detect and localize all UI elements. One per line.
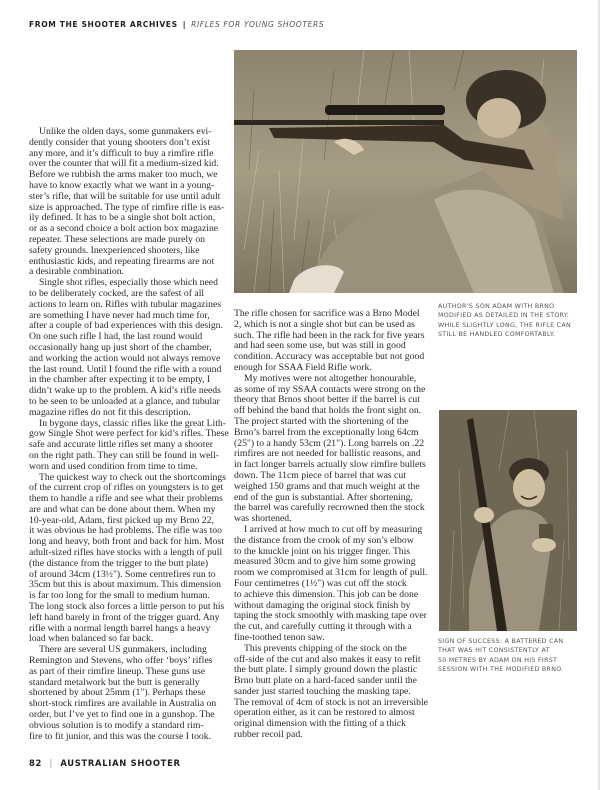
text-line: as some of my SSAA contacts were strong on the (234, 383, 426, 395)
text-line: (the distance from the trigger to the butt plate) (29, 557, 209, 569)
text-line: original dimension with the fitting of a thick (234, 718, 406, 730)
text-line: off-side of the cut and also makes it easy to refit (234, 653, 421, 665)
text-line: end of the gun is substantial. After shortening, (234, 491, 413, 503)
paragraph (29, 127, 229, 278)
text-line: adult-sized rifles have stocks with a length of pull (29, 547, 223, 559)
text-line: safety grounds. Inexperienced shooters, like (29, 244, 200, 256)
text-line: 35cm but this is about maximum. This dimension (29, 579, 221, 591)
paragraph (234, 525, 429, 644)
text-line: the barrel was carefully recrowned then the stock (234, 502, 425, 514)
text-line: gow Single Shot were perfect for kid’s rifles. These (29, 428, 229, 440)
text-line: size is approached. The type of rimfire rifle is eas- (29, 201, 225, 213)
text-line: weighed 150 grams and that much weight at the (234, 480, 420, 492)
text-line: have to know exactly what we want in a young- (29, 179, 215, 191)
text-line: condition. Accuracy was acceptable but not good (234, 351, 425, 363)
text-line: it was obvious he had problems. The rifle was too (29, 525, 222, 537)
paragraph (29, 419, 229, 473)
text-line: The long stock also forces a little person to put his (29, 601, 225, 613)
text-line: rubber recoil pad. (234, 729, 303, 741)
paragraph (234, 309, 429, 374)
caption-line: STILL BE HANDLED COMFORTABLY. (438, 330, 556, 338)
text-line: actions to learn on. Rifles with tubular magazines (29, 298, 222, 310)
caption-line: AUTHOR’S SON ADAM WITH BRNO (438, 303, 555, 310)
paragraph (29, 645, 229, 742)
text-line: taping the stock smoothly with masking tape over (234, 610, 427, 622)
article-topic: RIFLES FOR YOUNG SHOOTERS (191, 20, 325, 29)
text-line: fire to fit junior, and this was the course I took. (29, 730, 212, 742)
text-line: Brno butt plate on a hard-faced sander until the (234, 675, 417, 687)
article-column-left (29, 127, 229, 742)
text-line: load when balanced so far back. (29, 633, 154, 645)
text-line: short-stock rimfires are available in Australia on (29, 698, 217, 710)
text-line: of around 34cm (13½"). Some centrefires run to (29, 568, 216, 580)
text-line: magazine rifles do not fit this description. (29, 406, 191, 418)
page-number: 82 (29, 758, 43, 768)
caption-line: THAT WAS HIT CONSISTENTLY AT (438, 647, 550, 655)
text-line: I arrived at how much to cut off by measuring (244, 523, 423, 535)
text-line: over the counter that will fit a medium-sized kid. (29, 158, 219, 170)
text-line: In bygone days, classic rifles like the great Lith- (39, 417, 226, 429)
paragraph (234, 644, 429, 741)
text-line: Brno’s barrel from the exceptionally long 64cm (234, 426, 419, 438)
text-line: Four centimetres (1½") was cut off the stock (234, 577, 407, 589)
text-line: Remington and Stevens, who offer ‘boys’ rifles (29, 655, 213, 667)
text-line: occasionally hang up just short of the chamber, (29, 341, 212, 353)
text-line: 10-year-old, Adam, first picked up my Brno 22, (29, 514, 214, 526)
text-line: The project started with the shortening of the (234, 415, 409, 427)
text-line: Single shot rifles, especially those which need (39, 277, 218, 289)
text-line: in fact longer barrels actually slow rimfire bullets (234, 459, 426, 471)
text-line: them to handle a rifle and see what their problems (29, 493, 223, 505)
text-line: There are several US gunmakers, including (39, 644, 207, 656)
text-line: sander just started touching the masking tape. (234, 685, 411, 697)
paragraph (29, 473, 229, 646)
text-line: to achieve this dimension. This job can be done (234, 588, 419, 600)
photo1-caption (438, 302, 593, 339)
text-line: worn and used condition from time to time. (29, 460, 198, 472)
text-line: On one such rifle I had, the last round would (29, 331, 203, 343)
caption-line: MODIFIED AS DETAILED IN THE STORY. (438, 312, 570, 320)
text-line: of the current crop of rifles on youngsters is to get (29, 482, 224, 494)
text-line: obvious solution is to modify a standard rim- (29, 719, 204, 731)
text-line: was shortened. (234, 513, 292, 525)
text-line: safe and accurate little rifles set many a shooter (29, 439, 213, 451)
text-line: long and heavy, both front and back for him. Most (29, 536, 224, 548)
text-line: a desirable combination. (29, 266, 124, 278)
publication-name: AUSTRALIAN SHOOTER (60, 758, 181, 768)
text-line: the last round. Until I found the rifle with a round (29, 363, 222, 375)
text-line: the butt plate. I simply ground down the plastic (234, 664, 418, 676)
text-line: or as a second choice a bolt action box magazine (29, 223, 219, 235)
header-separator: | (182, 20, 187, 29)
text-line: are and what can be done about them. When my (29, 503, 216, 515)
text-line: to be seen to be unloaded at a glance, and tubular (29, 395, 220, 407)
paragraph (29, 278, 229, 418)
text-line: This prevents chipping of the stock on the (244, 642, 407, 654)
text-line: the cut, and carefully cutting it through with a (234, 621, 412, 633)
footer-separator: | (49, 758, 53, 768)
text-line: Before we rubbish the arms maker too much, we (29, 169, 218, 181)
text-line: The removal of 4cm of stock is not an irreversible (234, 696, 428, 708)
text-line: room we compromised at 31cm for length of pull. (234, 567, 428, 579)
text-line: any more, and it’s difficult to buy a rimfire rifle (29, 147, 214, 159)
text-line: to the knuckle joint on his trigger finger. This (234, 545, 411, 557)
text-line: The quickest way to check out the shortcomings (39, 471, 226, 483)
text-line: operation either, as it can be restored to almost (234, 707, 415, 719)
text-line: as part of their rimfire lineup. These guns use (29, 665, 206, 677)
text-line: without damaging the original stock finish by (234, 599, 411, 611)
page-footer (29, 758, 181, 768)
photo2-caption (438, 637, 593, 674)
text-line: Unlike the olden days, some gunmakers evi- (39, 126, 212, 137)
text-line: My motives were not altogether honourable, (244, 372, 417, 384)
text-line: in the chamber after expecting it to be empty, I (29, 374, 211, 386)
text-line: measured 30cm and to give him some growing (234, 556, 416, 568)
text-line: theory that Brnos shoot better if the barrel is cut (234, 394, 420, 406)
caption-line: WHILE SLIGHTLY LONG, THE RIFLE CAN (438, 321, 572, 329)
text-line: are something I have never had much time for, (29, 309, 210, 321)
text-line: ster’s rifle, that will be suitable for use until adult (29, 190, 221, 202)
text-line: rifle with a normal length barrel hangs a heavy (29, 622, 211, 634)
text-line: fine-toothed tenon saw. (234, 631, 325, 643)
section-label: FROM THE SHOOTER ARCHIVES (29, 20, 178, 29)
text-line: order, but I’ve yet to find one in a gunshop. The (29, 709, 215, 721)
text-line: repeater. These selections are made purely on (29, 233, 206, 245)
text-line: enough for SSAA Field Rifle work. (234, 361, 372, 373)
text-line: is far too long for the small to medium human. (29, 590, 210, 602)
text-line: such. The rifle had been in the rack for five years (234, 329, 425, 341)
photo-boy-aiming-rifle (234, 50, 577, 293)
text-line: ily defined. It has to be a single shot bolt action, (29, 212, 216, 224)
text-line: down. The 11cm piece of barrel that was cut (234, 469, 406, 481)
text-line: after a couple of bad experiences with this design. (29, 320, 223, 332)
caption-line: SESSION WITH THE MODIFIED BRNO. (438, 665, 564, 673)
paragraph (234, 374, 429, 525)
text-line: the distance from the crook of my son’s elbow (234, 534, 414, 546)
text-line: left hand barely in front of the trigger guard. Any (29, 611, 220, 623)
text-line: to be deliberately cocked, are the safest of all (29, 287, 205, 299)
caption-line: SIGN OF SUCCESS: A BATTERED CAN (438, 638, 564, 645)
photo-boy-with-battered-can (439, 410, 577, 631)
text-line: dently consider that young shooters don’t exist (29, 136, 211, 148)
text-line: (25") to a handy 53cm (21"). Long barrels on .22 (234, 437, 425, 449)
text-line: standard metalwork but the butt is generally (29, 676, 200, 688)
caption-line: 50 METRES BY ADAM ON HIS FIRST (438, 656, 558, 664)
text-line: and working the action would not always remove (29, 352, 221, 364)
text-line: rimfires are not needed for ballistic reasons, and (234, 448, 421, 460)
article-column-middle (234, 309, 429, 741)
text-line: enthusiastic kids, and repeating firearms are not (29, 255, 215, 267)
text-line: didn’t wake up to the problem. A kid’s rifle needs (29, 385, 221, 397)
text-line: and had seen some use, but was still in good (234, 340, 406, 352)
text-line: The rifle chosen for sacrifice was a Brno Model (234, 308, 420, 319)
running-header (29, 20, 324, 29)
text-line: off behind the band that holds the front sight on. (234, 405, 422, 417)
text-line: 2, which is not a single shot but can be used as (234, 318, 415, 330)
text-line: shortened by about 25mm (1"). Perhaps these (29, 687, 206, 699)
text-line: on the right path. They can still be found in well- (29, 449, 220, 461)
